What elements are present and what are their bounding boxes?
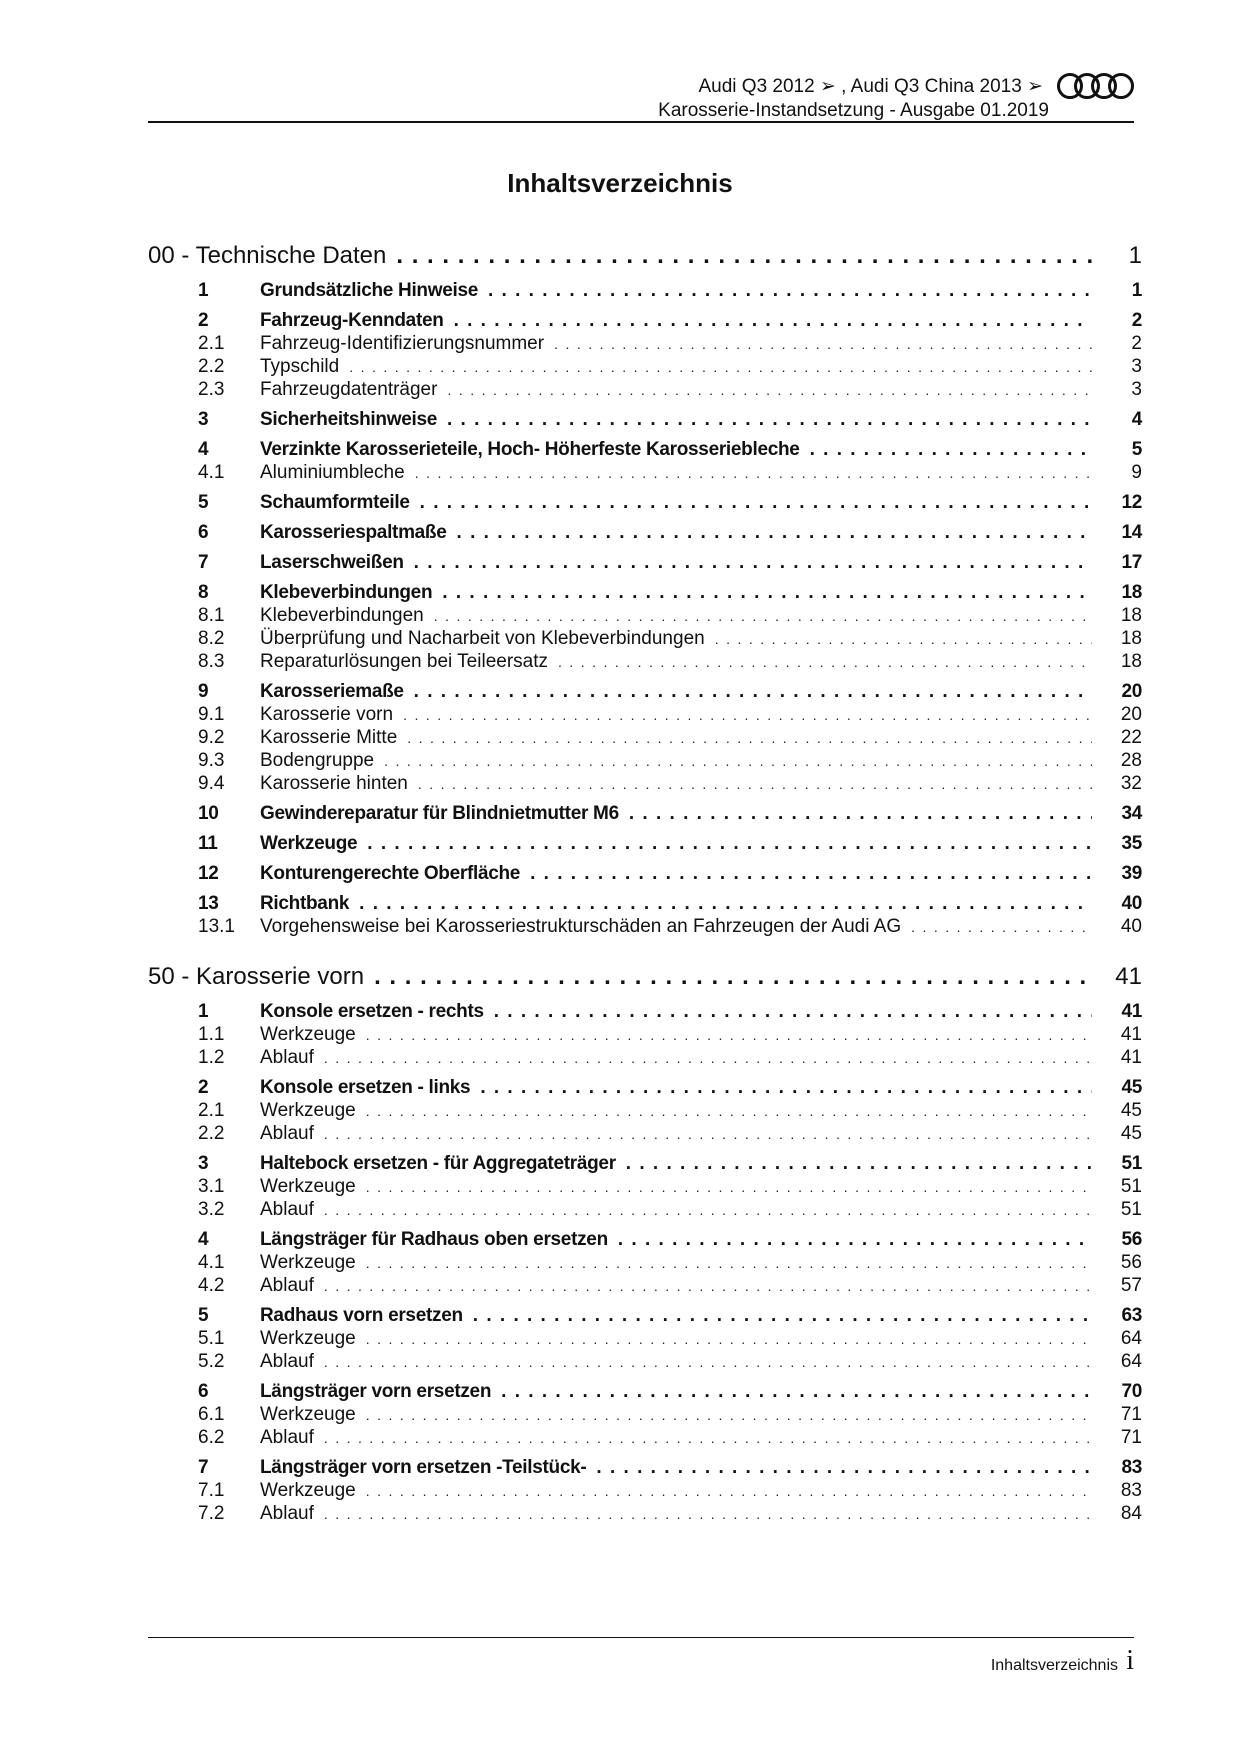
toc-dot-leader [629,803,1092,825]
toc-dot-leader [420,492,1092,514]
toc-entry-title: Längsträger vorn ersetzen [260,1381,492,1402]
toc-entry-page: 32 [1120,773,1142,794]
toc-entry-title: Werkzeuge [260,1328,356,1349]
toc-entry-title: Konsole ersetzen - links [260,1077,471,1098]
toc-subsection[interactable] [148,1023,1148,1046]
table-of-contents [148,237,1148,1525]
toc-entry-title: Vorgehensweise bei Karosseriestrukturschäden an Fahrzeugen der Audi AG [260,916,902,937]
toc-entry-page: 40 [1121,893,1142,914]
toc-subsection[interactable] [148,332,1148,355]
toc-section[interactable] [148,544,1148,574]
toc-section[interactable] [148,484,1148,514]
toc-entry-page: 64 [1120,1351,1142,1372]
toc-entry-number: 7.1 [198,1480,225,1501]
header-manual-edition: Karosserie-Instandsetzung - Ausgabe 01.2019 [658,100,1049,121]
toc-entry-page: 5 [1131,439,1142,460]
toc-entry-title: Werkzeuge [260,1100,356,1121]
toc-entry-number: 1 [198,280,209,301]
toc-entry-number: 5 [198,1305,209,1326]
toc-entry-title: Bodengruppe [260,750,375,771]
toc-section[interactable] [148,1221,1148,1251]
toc-section[interactable] [148,1069,1148,1099]
toc-entry-number: 9 [198,681,209,702]
toc-entry-number: 13 [198,893,219,914]
toc-dot-leader [324,1506,1092,1522]
toc-dot-leader [366,1255,1092,1271]
toc-entry-number: 1 [198,1001,209,1022]
toc-section[interactable] [148,1145,1148,1175]
toc-chapter-page: 1 [1128,242,1142,269]
toc-entry-number: 3.2 [198,1199,225,1220]
toc-chapter-title: 50 - Karosserie vorn [148,963,365,990]
toc-dot-leader [911,919,1092,935]
toc-entry-title: Klebeverbindungen [260,605,424,626]
toc-section[interactable] [148,993,1148,1023]
toc-section[interactable] [148,514,1148,544]
toc-entry-title: Typschild [260,356,340,377]
toc-entry-page: 18 [1120,651,1142,672]
toc-entry-title: Richtbank [260,893,350,914]
toc-subsection[interactable] [148,1327,1148,1350]
toc-dot-leader [494,1001,1092,1023]
toc-subsection[interactable] [148,726,1148,749]
toc-entry-title: Grundsätzliche Hinweise [260,280,478,301]
toc-entry-title: Ablauf [260,1351,314,1372]
toc-entry-number: 3 [198,1153,209,1174]
toc-entry-title: Werkzeuge [260,1176,356,1197]
toc-entry-title: Karosserie vorn [260,704,394,725]
toc-entry-title: Ablauf [260,1275,314,1296]
toc-entry-title: Schaumformteile [260,492,410,513]
toc-entry-page: 1 [1131,280,1142,301]
toc-section[interactable] [148,1449,1148,1479]
toc-subsection[interactable] [148,772,1148,795]
toc-entry-number: 12 [198,863,219,884]
toc-entry-number: 10 [198,803,219,824]
toc-entry-number: 13.1 [198,916,235,937]
toc-dot-leader [366,1179,1092,1195]
toc-section[interactable] [148,574,1148,604]
toc-subsection[interactable] [148,1502,1148,1525]
toc-dot-leader [414,681,1092,703]
toc-dot-leader [501,1381,1092,1403]
toc-entry-title: Fahrzeug-Kenndaten [260,310,444,331]
toc-chapter[interactable] [148,237,1148,270]
toc-subsection[interactable] [148,1251,1148,1274]
toc-entry-title: Längsträger vorn ersetzen -Teilstück- [260,1457,587,1478]
toc-section[interactable] [148,825,1148,855]
footer-page-number: i [1126,1645,1134,1676]
toc-subsection[interactable] [148,1175,1148,1198]
toc-entry-number: 1.2 [198,1047,225,1068]
toc-section[interactable] [148,302,1148,332]
toc-section[interactable] [148,1373,1148,1403]
toc-entry-number: 5.1 [198,1328,225,1349]
toc-entry-page: 57 [1120,1275,1142,1296]
toc-entry-title: Karosserie hinten [260,773,408,794]
toc-entry-number: 7 [198,552,209,573]
toc-section[interactable] [148,795,1148,825]
toc-entry-number: 4.1 [198,1252,225,1273]
toc-entry-title: Ablauf [260,1047,314,1068]
toc-dot-leader [384,753,1092,769]
toc-entry-page: 18 [1121,582,1142,603]
toc-entry-title: Radhaus vorn ersetzen [260,1305,463,1326]
toc-entry-number: 6.2 [198,1427,225,1448]
toc-subsection[interactable] [148,1046,1148,1069]
toc-dot-leader [403,707,1092,723]
toc-dot-leader [349,359,1092,375]
toc-dot-leader [366,1483,1092,1499]
toc-dot-leader [457,522,1092,544]
toc-dot-leader [488,280,1092,302]
toc-entry-number: 5 [198,492,209,513]
toc-entry-title: Karosserie Mitte [260,727,398,748]
toc-entry-title: Ablauf [260,1199,314,1220]
toc-entry-title: Karosseriespaltmaße [260,522,447,543]
toc-dot-leader [554,336,1092,352]
toc-entry-title: Überprüfung und Nacharbeit von Klebeverbindungen [260,628,705,649]
toc-entry-page: 41 [1121,1001,1142,1022]
toc-dot-leader [324,1202,1092,1218]
toc-dot-leader [530,863,1092,885]
toc-entry-number: 9.2 [198,727,225,748]
toc-entry-page: 4 [1131,409,1142,430]
toc-entry-page: 41 [1120,1047,1142,1068]
toc-dot-leader [442,582,1092,604]
toc-entry-page: 64 [1120,1328,1142,1349]
toc-dot-leader [434,608,1092,624]
toc-entry-page: 71 [1120,1427,1142,1448]
toc-entry-title: Konturengerechte Oberfläche [260,863,521,884]
toc-entry-title: Werkzeuge [260,1404,356,1425]
toc-dot-leader [810,439,1092,461]
toc-dot-leader [366,1103,1092,1119]
toc-entry-number: 9.4 [198,773,225,794]
toc-subsection[interactable] [148,749,1148,772]
toc-dot-leader [715,631,1092,647]
toc-chapter-title: 00 - Technische Daten [148,242,387,269]
toc-dot-leader [324,1050,1092,1066]
toc-section[interactable] [148,855,1148,885]
toc-entry-number: 2 [198,310,209,331]
toc-entry-number: 6.1 [198,1404,225,1425]
toc-chapter[interactable] [148,958,1148,991]
toc-dot-leader [374,963,1092,991]
toc-entry-page: 18 [1120,605,1142,626]
toc-entry-number: 3.1 [198,1176,225,1197]
toc-entry-number: 2.1 [198,1100,225,1121]
page-title: Inhaltsverzeichnis [507,168,733,198]
toc-entry-page: 51 [1120,1176,1142,1197]
toc-entry-number: 1.1 [198,1024,225,1045]
toc-entry-number: 9.3 [198,750,225,771]
toc-entry-title: Reparaturlösungen bei Teileersatz [260,651,548,672]
toc-entry-title: Sicherheitshinweise [260,409,437,430]
toc-entry-number: 4.1 [198,462,225,483]
toc-subsection[interactable] [148,1099,1148,1122]
toc-entry-number: 7.2 [198,1503,225,1524]
toc-entry-title: Gewindereparatur für Blindnietmutter M6 [260,803,619,824]
toc-entry-page: 39 [1121,863,1142,884]
header-vehicle-models: Audi Q3 2012 ➢ , Audi Q3 China 2013 ➢ [698,75,1043,97]
toc-subsection[interactable] [148,703,1148,726]
toc-entry-page: 2 [1131,333,1142,354]
toc-entry-title: Werkzeuge [260,1024,356,1045]
toc-entry-page: 83 [1121,1457,1142,1478]
toc-dot-leader [359,893,1092,915]
toc-entry-number: 7 [198,1457,209,1478]
toc-subsection[interactable] [148,1479,1148,1502]
toc-section[interactable] [148,1297,1148,1327]
toc-dot-leader [366,1331,1092,1347]
toc-dot-leader [366,1407,1092,1423]
toc-dot-leader [407,730,1092,746]
toc-entry-number: 4 [198,1229,209,1250]
toc-entry-number: 4.2 [198,1275,225,1296]
toc-entry-title: Verzinkte Karosserieteile, Hoch- Höherfeste Karosseriebleche [260,439,800,460]
toc-entry-page: 3 [1131,379,1142,400]
toc-section[interactable] [148,885,1148,915]
toc-dot-leader [414,552,1092,574]
toc-chapter-page: 41 [1115,963,1142,990]
toc-subsection[interactable] [148,461,1148,484]
toc-entry-page: 51 [1121,1153,1142,1174]
toc-dot-leader [367,833,1092,855]
toc-dot-leader [596,1457,1092,1479]
toc-subsection[interactable] [148,650,1148,673]
toc-dot-leader [396,242,1092,270]
toc-dot-leader [324,1278,1092,1294]
toc-entry-page: 14 [1121,522,1142,543]
toc-section[interactable] [148,431,1148,461]
toc-dot-leader [473,1305,1092,1327]
toc-entry-number: 3 [198,409,209,430]
toc-dot-leader [418,776,1092,792]
toc-entry-page: 9 [1131,462,1142,483]
toc-subsection[interactable] [148,1198,1148,1221]
toc-entry-page: 56 [1121,1229,1142,1250]
toc-section[interactable] [148,673,1148,703]
toc-entry-number: 8.2 [198,628,225,649]
toc-entry-title: Längsträger für Radhaus oben ersetzen [260,1229,608,1250]
toc-entry-title: Aluminiumbleche [260,462,405,483]
toc-subsection[interactable] [148,604,1148,627]
toc-entry-number: 9.1 [198,704,225,725]
toc-entry-title: Werkzeuge [260,1252,356,1273]
toc-dot-leader [447,382,1092,398]
toc-subsection[interactable] [148,1403,1148,1426]
toc-entry-number: 8.3 [198,651,225,672]
toc-section[interactable] [148,401,1148,431]
toc-entry-page: 34 [1121,803,1142,824]
audi-rings-logo-icon [1057,73,1134,99]
toc-entry-title: Laserschweißen [260,552,404,573]
toc-dot-leader [558,654,1092,670]
toc-entry-number: 4 [198,439,209,460]
toc-entry-title: Fahrzeugdatenträger [260,379,438,400]
toc-entry-number: 8.1 [198,605,225,626]
toc-subsection[interactable] [148,1122,1148,1145]
toc-dot-leader [618,1229,1092,1251]
toc-dot-leader [324,1430,1092,1446]
toc-entry-number: 6 [198,1381,209,1402]
toc-entry-title: Klebeverbindungen [260,582,433,603]
toc-entry-title: Haltebock ersetzen - für Aggregateträger [260,1153,616,1174]
toc-entry-number: 6 [198,522,209,543]
toc-entry-page: 56 [1120,1252,1142,1273]
toc-dot-leader [454,310,1092,332]
toc-subsection[interactable] [148,1350,1148,1373]
toc-entry-page: 63 [1121,1305,1142,1326]
toc-dot-leader [366,1027,1092,1043]
toc-entry-page: 84 [1120,1503,1142,1524]
toc-section[interactable] [148,272,1148,302]
toc-entry-page: 22 [1120,727,1142,748]
toc-dot-leader [447,409,1092,431]
toc-entry-page: 17 [1121,552,1142,573]
toc-entry-number: 11 [198,833,218,854]
toc-entry-page: 41 [1120,1024,1142,1045]
toc-entry-page: 45 [1120,1123,1142,1144]
toc-entry-page: 2 [1131,310,1142,331]
toc-entry-page: 45 [1121,1077,1142,1098]
toc-entry-title: Fahrzeug-Identifizierungsnummer [260,333,545,354]
toc-entry-number: 2.3 [198,379,225,400]
header-vehicle-line [698,68,1134,104]
toc-entry-page: 12 [1121,492,1142,513]
toc-entry-number: 8 [198,582,209,603]
toc-dot-leader [324,1126,1092,1142]
toc-entry-title: Werkzeuge [260,833,358,854]
footer-label: Inhaltsverzeichnis [990,1657,1118,1674]
toc-subsection[interactable] [148,1426,1148,1449]
toc-dot-leader [480,1077,1092,1099]
toc-subsection[interactable] [148,1274,1148,1297]
toc-entry-page: 18 [1120,628,1142,649]
toc-entry-page: 40 [1120,916,1142,937]
toc-entry-number: 2.1 [198,333,225,354]
footer-divider [148,1637,1134,1638]
toc-dot-leader [626,1153,1092,1175]
toc-entry-page: 20 [1120,704,1142,725]
toc-entry-page: 71 [1120,1404,1142,1425]
toc-subsection[interactable] [148,355,1148,378]
toc-entry-page: 83 [1120,1480,1142,1501]
toc-dot-leader [415,465,1092,481]
toc-entry-number: 2 [198,1077,209,1098]
toc-entry-title: Ablauf [260,1503,314,1524]
toc-subsection[interactable] [148,378,1148,401]
toc-entry-page: 20 [1121,681,1142,702]
toc-subsection[interactable] [148,915,1148,938]
toc-entry-page: 3 [1131,356,1142,377]
toc-subsection[interactable] [148,627,1148,650]
toc-entry-title: Ablauf [260,1123,314,1144]
toc-entry-title: Karosseriemaße [260,681,404,702]
toc-entry-title: Werkzeuge [260,1480,356,1501]
toc-entry-page: 51 [1120,1199,1142,1220]
toc-entry-number: 2.2 [198,356,225,377]
toc-entry-number: 5.2 [198,1351,225,1372]
toc-entry-page: 45 [1120,1100,1142,1121]
header-divider [148,121,1134,123]
toc-dot-leader [324,1354,1092,1370]
toc-entry-page: 70 [1121,1381,1142,1402]
toc-entry-title: Ablauf [260,1427,314,1448]
toc-entry-page: 35 [1121,833,1142,854]
toc-entry-number: 2.2 [198,1123,225,1144]
toc-entry-title: Konsole ersetzen - rechts [260,1001,484,1022]
toc-entry-page: 28 [1120,750,1142,771]
